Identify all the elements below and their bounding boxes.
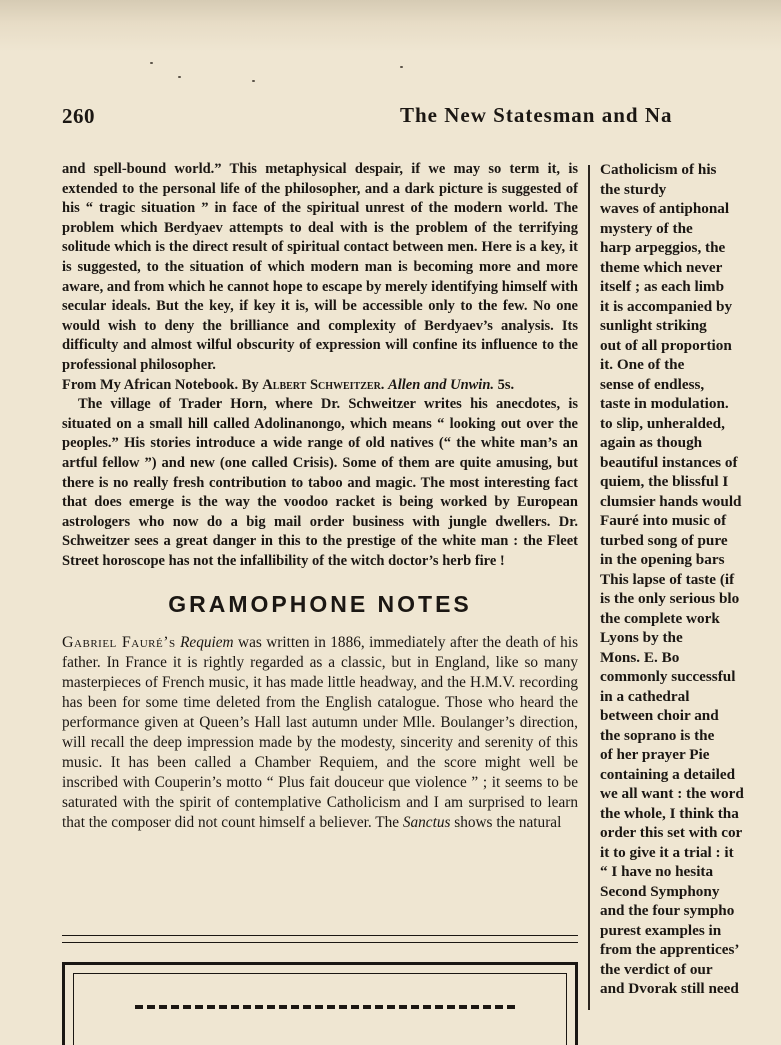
- right-column-line: the soprano is the: [600, 726, 715, 744]
- review-body: The village of Trader Horn, where Dr. Schweitzer writes his anecdotes, is situated on a small hill called Adolinanongo, which means “ looking out over the peoples.” His stories introduce a wide range of old natives (“ the white man’s an artful fellow ”) and new (one called Crisis). Some of them are quite amusing, but there is no really fresh contribution to taboo and magic. The most interesting fact that does emerge is the way the voodoo racket is being worked by European astrologers who now do a big mail order business with jungle dwellers. Dr. Schweitzer sees a great danger in this to the prestige of the white man : the Fleet Street horoscope has not the infallibility of the witch doctor’s herb fire !: [62, 396, 578, 569]
- right-column-line: the sturdy: [600, 180, 667, 198]
- right-column-line: it. One of the: [600, 356, 685, 373]
- right-column-line: of her prayer Pie: [600, 746, 710, 763]
- right-column-line: containing a detailed: [600, 765, 736, 783]
- right-column-line: waves of antiphonal: [600, 200, 730, 217]
- right-column: [600, 160, 781, 999]
- review-heading: [62, 376, 578, 396]
- right-column-line: harp arpeggios, the: [600, 239, 726, 256]
- right-column-line: purest examples in: [600, 921, 722, 939]
- review-author: Albert Schweitzer.: [262, 376, 385, 393]
- right-column-line: sense of endless,: [600, 375, 705, 393]
- right-column-line: it to give it a trial : it: [600, 843, 734, 861]
- right-column-line: it is accompanied by: [600, 297, 733, 315]
- right-column-line: turbed song of pure: [600, 531, 728, 549]
- right-column-line: Lyons by the: [600, 629, 683, 646]
- right-column-line: beautiful instances of: [600, 453, 738, 471]
- scanned-top-edge: [0, 0, 781, 52]
- gramophone-paragraph: [62, 633, 578, 833]
- right-column-line: mystery of the: [600, 219, 693, 237]
- right-column-line: we all want : the word: [600, 785, 744, 802]
- gramophone-body-1: was written in 1886, immediately after the death of his father. In France it is rightly regarded as a classic, but in England, like so many masterpieces of French music, it has made little headway, and the H.M.V. recording has been for some time deleted from the English catalogue. Those who heard the performance given at Queen’s Hall last autumn under Mlle. Boulanger’s direction, will recall the deep impression made by the modesty, sincerity and serenity of this music. It has been called a Chamber Requiem, and the score might well be inscribed with Couperin’s motto “ Plus fait douceur que violence ” ; it seems to be saturated with the spirit of contemplative Catholicism and I am surprised to learn that the composer did not count himself a believer. The: [62, 634, 579, 832]
- double-rule: [62, 935, 578, 943]
- continuation-paragraph: and spell-bound world.” This metaphysical despair, if we may so term it, is extended to the personal life of the philosopher, and a dark picture is suggested of his “ tragic situation ” in face of the spiritual unrest of the modern world. The problem which Berdyaev attempts to deal with is the problem of the terrifying solitude which is the direct result of spiritual contact between men. Here is a key, it is suggested, to the situation of which modern man is becoming more and more aware, and from which he cannot hope to escape by merely identifying himself with secular ideals. But the key, if key it is, will be accessible only to the few. No one would wish to deny the brilliance and complexity of Berdyaev’s analysis. Its difficulty and almost wilful obscurity of expression will confine its influence to the professional philosopher.: [62, 161, 578, 373]
- sanctus-title: Sanctus: [402, 814, 451, 832]
- right-column-line: taste in modulation.: [600, 395, 729, 412]
- print-speck: [252, 80, 255, 82]
- page-number: 260: [62, 104, 95, 128]
- opening-name: Gabriel Fauré’s: [62, 634, 176, 652]
- right-column-line: commonly successful: [600, 668, 736, 685]
- right-column-line: again as though: [600, 434, 703, 451]
- right-column-line: quiem, the blissful I: [600, 473, 729, 490]
- right-column-line: “ I have no hesita: [600, 863, 714, 880]
- review-title: From My African Notebook.: [62, 376, 239, 393]
- column-divider: [588, 165, 590, 1010]
- right-column-line: between choir and: [600, 707, 719, 724]
- right-column-line: the whole, I think tha: [600, 804, 739, 822]
- right-column-line: and Dvorak still need: [600, 980, 739, 997]
- right-column-line: to slip, unheralded,: [600, 414, 725, 432]
- right-column-line: Fauré into music of: [600, 512, 727, 529]
- right-column-line: clumsier hands would: [600, 492, 742, 510]
- gramophone-body-2: shows the natural: [454, 814, 562, 832]
- right-column-line: Mons. E. Bo: [600, 648, 680, 666]
- running-head: The New Statesman and Na: [400, 103, 673, 127]
- work-title: Requiem: [180, 634, 234, 652]
- advertisement-cut-off-lettering: [135, 1005, 515, 1019]
- section-title: GRAMOPHONE NOTES: [168, 591, 472, 618]
- right-column-line: in a cathedral: [600, 687, 690, 705]
- review-by: By: [241, 376, 259, 393]
- right-column-line: itself ; as each limb: [600, 278, 725, 295]
- right-column-line: out of all proportion: [600, 336, 732, 354]
- right-column-line: in the opening bars: [600, 551, 725, 568]
- right-column-line: order this set with cor: [600, 824, 743, 841]
- print-speck: [400, 66, 403, 68]
- left-column: [62, 160, 578, 833]
- print-speck: [178, 76, 181, 78]
- review-publisher: Allen and Unwin.: [388, 376, 495, 393]
- print-speck: [150, 62, 153, 64]
- right-column-line: and the four sympho: [600, 902, 735, 919]
- right-column-line: Catholicism of his: [600, 161, 717, 178]
- right-column-line: the verdict of our: [600, 960, 713, 978]
- right-column-line: theme which never: [600, 258, 723, 276]
- right-column-line: Second Symphony: [600, 882, 720, 900]
- advertisement-frame: [62, 962, 578, 1045]
- right-column-line: the complete work: [600, 609, 720, 627]
- review-price: 5s.: [497, 376, 515, 393]
- right-column-line: from the apprentices’: [600, 941, 740, 958]
- right-column-line: is the only serious blo: [600, 590, 740, 607]
- right-column-line: sunlight striking: [600, 317, 707, 334]
- right-column-line: This lapse of taste (if: [600, 570, 735, 588]
